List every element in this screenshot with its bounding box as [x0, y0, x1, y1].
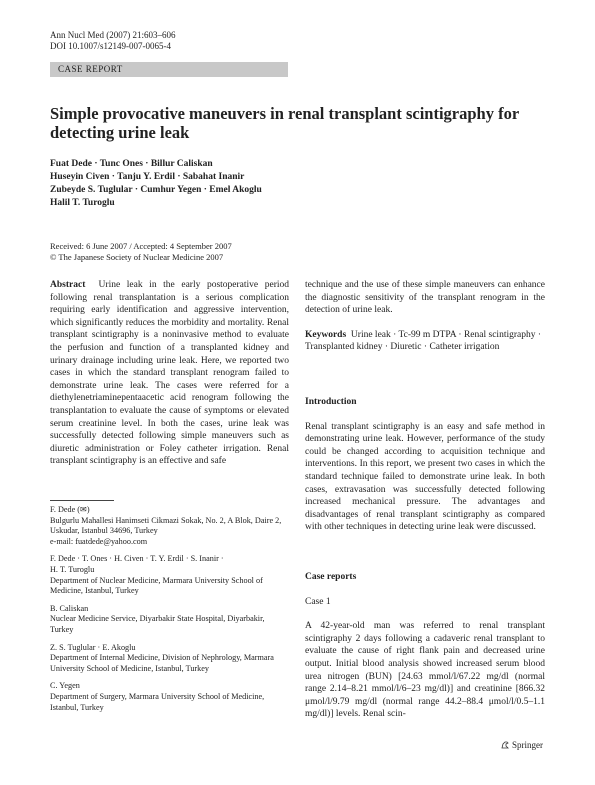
journal-doi: DOI 10.1007/s12149-007-0065-4: [50, 41, 171, 51]
introduction-heading: Introduction: [305, 397, 357, 407]
affiliation: C. Yegen Department of Surgery, Marmara University School of Medicine, Istanbul, Turkey: [50, 681, 265, 712]
case-1-subheading: Case 1: [305, 596, 331, 607]
affiliation-divider: [50, 500, 114, 501]
introduction-section: [305, 396, 545, 534]
copyright: © The Japanese Society of Nuclear Medicine 2007: [50, 252, 224, 262]
right-column-top: [305, 279, 545, 354]
abstract-text: Urine leak in the early postoperative period following renal transplantation is a serious complication requiring early identification and aggressive intervention, which significantly reduces the morbidity and mortality. Renal transplant scintigraphy is a noninvasive method to evaluate the perfusion and function of a transplanted kidney and urinary drainage including urine leak. Here, we reported two cases in which the standard transplant renogram failed to demonstrate urine leak. The cases were referred for a diethylenetriaminepentaacetic acid renogram following the transplantation to evaluate the cause of symptoms or elevated serum creatinine level. In both the cases, urine leak was successfully detected following simple maneuvers such as diuretic administration or Foley catheter irrigation. Renal transplant scintigraphy is an effective and safe: [50, 280, 289, 467]
affiliation: Z. S. Tuglular · E. Akoglu Department of Internal Medicine, Division of Nephrology, Marmara University School of Medicine, Istanbul, Turkey: [50, 642, 274, 673]
journal-header: [50, 30, 176, 52]
title-line-1: Simple provocative maneuvers in renal transplant scintigraphy for: [50, 104, 520, 123]
introduction-text: Renal transplant scintigraphy is an easy and safe method in demonstrating urine leak. However, performance of the study could be changed according to acquisition technique and interventions. In this report, we present two cases in which the standard technique failed to demonstrate urine leak. In both cases, extravasation was successfully detected following increased mechanical pressure. The advantages and disadvantages of renal transplant scintigraphy as compared with other techniques in detecting urine leak were discussed.: [305, 421, 545, 533]
abstract-continuation: technique and the use of these simple maneuvers can enhance the diagnostic sensitivity of the transplant renogram in the detection of urine leak.: [305, 280, 545, 316]
author-line: Fuat Dede · Tunc Ones · Billur Caliskan: [50, 159, 213, 169]
journal-citation: Ann Nucl Med (2007) 21:603–606: [50, 30, 176, 40]
affiliation: F. Dede (✉) Bulgurlu Mahallesi Hanimseti Cikmazi Sokak, No. 2, A Blok, Daire 2, Uskudar, Istanbul 34696, Turkey e-mail: fuatdede@yahoo.com: [50, 505, 282, 546]
received-dates: Received: 6 June 2007 / Accepted: 4 September 2007: [50, 241, 232, 251]
case-reports-section: [305, 571, 545, 721]
affiliation: B. Caliskan Nuclear Medicine Service, Diyarbakir State Hospital, Diyarbakir, Turkey: [50, 603, 265, 634]
abstract: [50, 279, 289, 468]
keywords-text: Urine leak · Tc-99 m DTPA · Renal scintigraphy · Transplanted kidney · Diuretic · Catheter irrigation: [305, 329, 542, 353]
author-line: Huseyin Civen · Tanju Y. Erdil · Sabahat Inanir: [50, 172, 245, 182]
affiliation: F. Dede · T. Ones · H. Civen · T. Y. Erdil · S. Inanir · H. T. Turoglu Department of Nuclear Medicine, Marmara University School of Medicine, Istanbul, Turkey: [50, 554, 263, 596]
keywords: [305, 329, 545, 354]
keywords-label: Keywords: [305, 329, 347, 340]
case-1-text: A 42-year-old man was referred to renal transplant scintigraphy 2 days following a cadaveric renal transplant to evaluate the cause of right flank pain and decreased urine output. Initial blood analysis showed increased serum blood urea nitrogen (BUN) [24.63 mmol/l/67.22 mg/dl (normal range 2.14–8.21 mmol/l/6–23 mg/dl)] and creatinine [866.32 μmol/l/9.79 mg/dl (normal range 44.2–88.4 μmol/l/0.5–1.1 mg/dl)] levels. Renal scin-: [305, 621, 545, 720]
received-info: [50, 241, 232, 263]
author-line: Halil T. Turoglu: [50, 198, 115, 208]
publisher-logo: [500, 740, 543, 750]
springer-horse-icon: [500, 740, 510, 750]
case-reports-heading: Case reports: [305, 572, 357, 582]
affiliations: [50, 505, 289, 720]
article-type-bar: CASE REPORT: [50, 62, 288, 77]
publisher-name: Springer: [512, 740, 543, 750]
abstract-label: Abstract: [50, 280, 86, 290]
article-title: [50, 104, 550, 142]
author-list: [50, 158, 550, 210]
author-line: Zubeyde S. Tuglular · Cumhur Yegen · Emel Akoglu: [50, 185, 262, 195]
title-line-2: detecting urine leak: [50, 123, 190, 142]
